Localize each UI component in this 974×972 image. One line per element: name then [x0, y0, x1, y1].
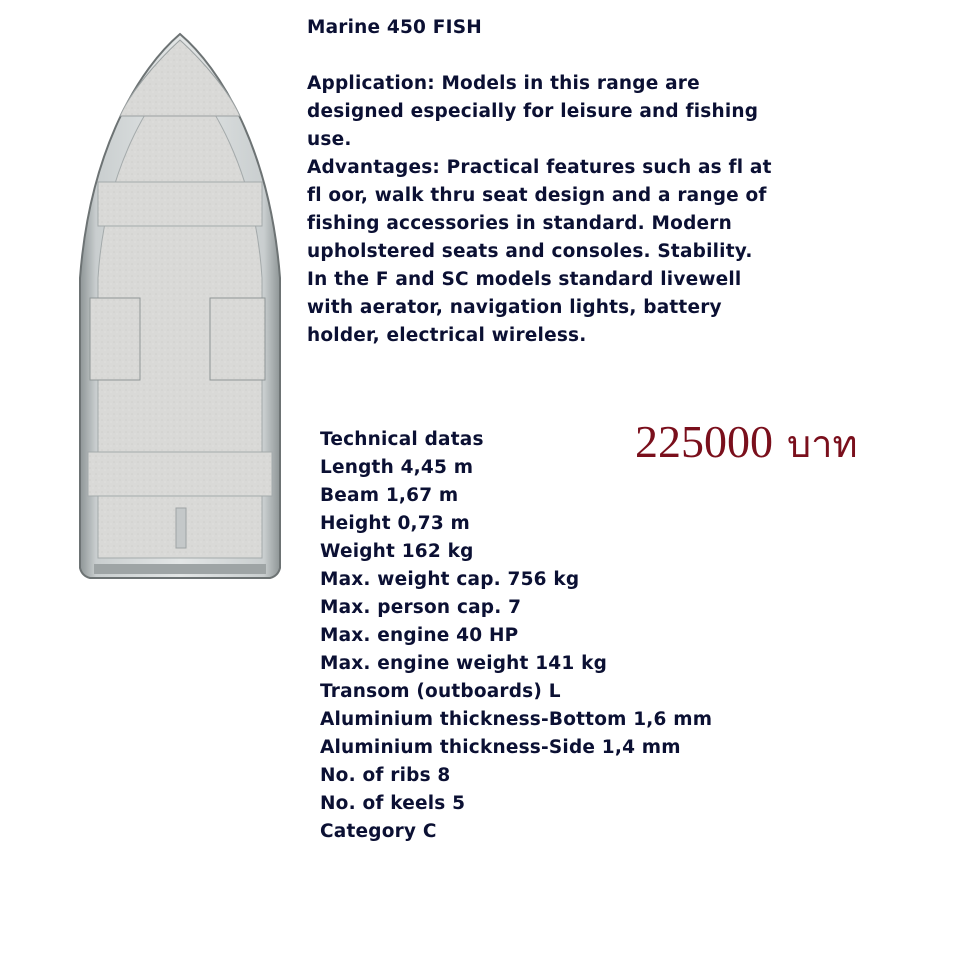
spec-item: Category C	[320, 821, 437, 842]
product-description	[307, 14, 777, 350]
spec-item: Transom (outboards) L	[320, 681, 561, 702]
application-text: Application: Models in this range are designed especially for leisure and fishing use.	[307, 73, 759, 150]
specs-heading: Technical datas	[320, 429, 484, 450]
bow-seat	[98, 182, 262, 226]
keel-mark	[176, 508, 186, 548]
spec-item: Beam 1,67 m	[320, 485, 459, 506]
advantages-text: Advantages: Practical features such as fl at fl oor, walk thru seat design and a range of fishing accessories in standard. Modern upholstered seats and consoles. Stability. In the F and SC models standard livewell with aerator, navigation lights, battery holder, electrical wireless.	[307, 157, 772, 346]
spec-item: Aluminium thickness-Bottom 1,6 mm	[320, 709, 713, 730]
bow-deck	[120, 40, 240, 116]
spec-item: Max. person cap. 7	[320, 597, 522, 618]
spec-item: Aluminium thickness-Side 1,4 mm	[320, 737, 681, 758]
spec-item: No. of ribs 8	[320, 765, 451, 786]
product-title: Marine 450 FISH	[307, 17, 482, 38]
technical-specs	[320, 426, 712, 846]
price-currency: บาท	[787, 422, 858, 466]
spec-item: Length 4,45 m	[320, 457, 474, 478]
rear-seat	[88, 452, 272, 496]
transom	[94, 564, 266, 574]
boat-top-view-image	[70, 28, 290, 588]
right-console	[210, 298, 265, 380]
price-amount: 225000	[635, 416, 773, 467]
spec-item: Max. engine weight 141 kg	[320, 653, 608, 674]
spec-item: Max. engine 40 HP	[320, 625, 519, 646]
spec-item: Height 0,73 m	[320, 513, 471, 534]
left-console	[90, 298, 140, 380]
spec-item: No. of keels 5	[320, 793, 466, 814]
spacer	[307, 42, 777, 70]
spec-item: Weight 162 kg	[320, 541, 474, 562]
spec-item: Max. weight cap. 756 kg	[320, 569, 580, 590]
